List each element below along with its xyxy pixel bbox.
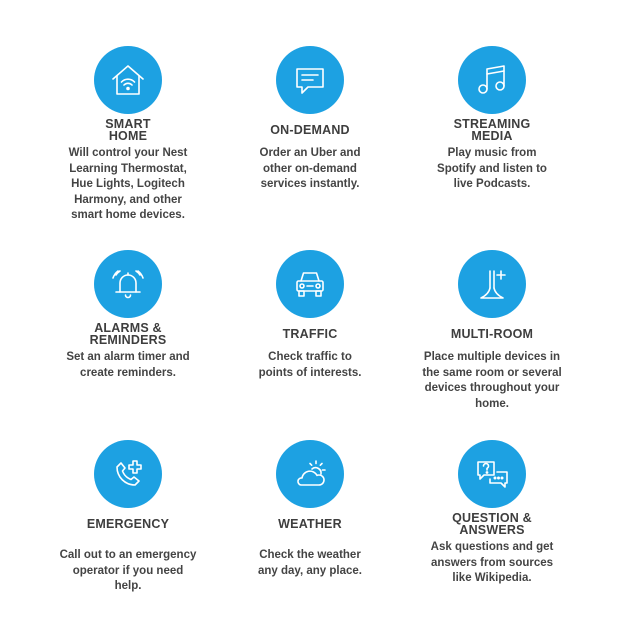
emergency-phone-icon xyxy=(94,440,162,508)
feature-description: Check the weather any day, any place. xyxy=(258,549,362,577)
feature-description: Check traffic to points of interests. xyxy=(258,351,362,379)
feature-on-demand xyxy=(210,46,410,193)
feature-title: ON-DEMAND xyxy=(270,123,350,137)
feature-description: Call out to an emergency operator if you need help. xyxy=(59,549,197,592)
feature-weather xyxy=(210,440,410,579)
feature-title: SMART HOME xyxy=(105,117,151,143)
smart-home-icon xyxy=(94,46,162,114)
feature-streaming-media xyxy=(392,46,592,193)
weather-icon xyxy=(276,440,344,508)
feature-title: QUESTION & ANSWERS xyxy=(452,511,532,537)
feature-multi-room xyxy=(392,250,592,412)
feature-description: Set an alarm timer and create reminders. xyxy=(66,351,190,379)
multi-room-icon xyxy=(458,250,526,318)
music-note-icon xyxy=(458,46,526,114)
feature-description: Place multiple devices in the same room or several devices throughout your home. xyxy=(422,351,562,410)
feature-title: EMERGENCY xyxy=(86,517,170,531)
feature-smart-home xyxy=(28,46,228,224)
feature-emergency xyxy=(28,440,228,595)
on-demand-icon xyxy=(276,46,344,114)
feature-description: Ask questions and get answers from sources like Wikipedia. xyxy=(430,541,554,584)
feature-question-answers xyxy=(392,440,592,587)
feature-description: Will control your Nest Learning Thermostat, Hue Lights, Logitech Harmony, and other smart home devices. xyxy=(68,147,188,221)
feature-title: ALARMS & REMINDERS xyxy=(89,321,167,347)
feature-title: STREAMING MEDIA xyxy=(453,117,531,143)
car-icon xyxy=(276,250,344,318)
feature-title: MULTI-ROOM xyxy=(450,327,534,341)
feature-title: TRAFFIC xyxy=(282,327,338,341)
bell-icon xyxy=(94,250,162,318)
feature-description: Order an Uber and other on-demand services instantly. xyxy=(259,147,361,190)
question-answer-icon xyxy=(458,440,526,508)
feature-alarms-reminders xyxy=(28,250,228,381)
feature-traffic xyxy=(210,250,410,381)
feature-description: Play music from Spotify and listen to live Podcasts. xyxy=(437,147,547,190)
feature-title: WEATHER xyxy=(278,517,342,531)
